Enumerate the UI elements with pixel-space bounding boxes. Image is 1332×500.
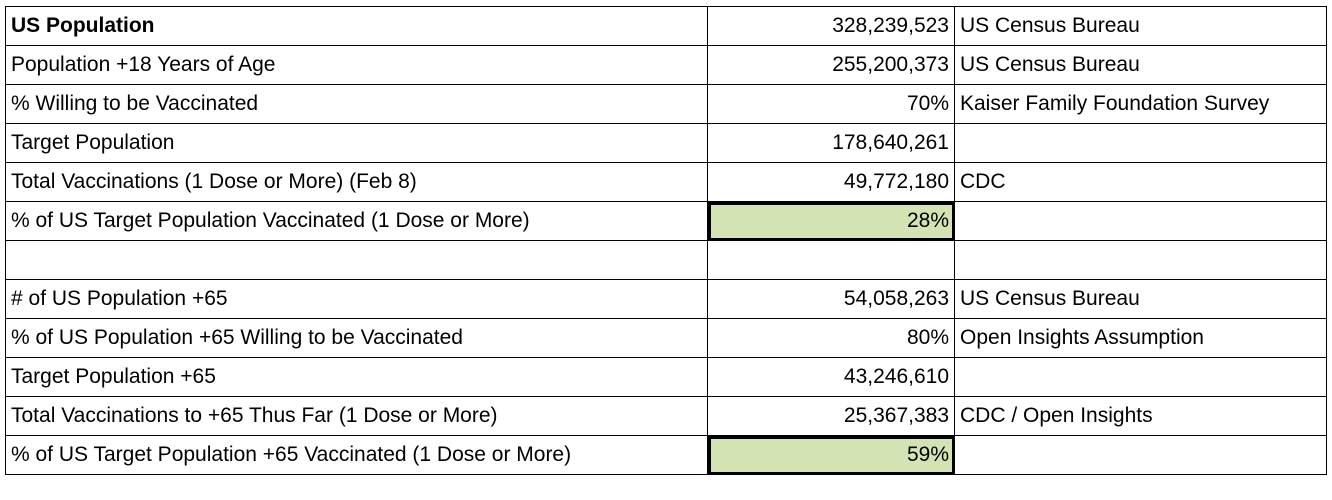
row-source[interactable] xyxy=(955,358,1327,397)
table-row xyxy=(6,163,1327,202)
row-source[interactable] xyxy=(955,124,1327,163)
table-row xyxy=(6,202,1327,241)
highlighted-value-cell[interactable]: 28% xyxy=(708,202,955,241)
row-label[interactable]: # of US Population +65 xyxy=(6,280,708,319)
row-value[interactable]: 54,058,263 xyxy=(708,280,955,319)
row-value[interactable]: 49,772,180 xyxy=(708,163,955,202)
row-value[interactable]: 328,239,523 xyxy=(708,7,955,46)
table-row xyxy=(6,358,1327,397)
row-value[interactable]: 70% xyxy=(708,85,955,124)
row-label[interactable]: % Willing to be Vaccinated xyxy=(6,85,708,124)
row-label[interactable]: % of US Population +65 Willing to be Vaccinated xyxy=(6,319,708,358)
row-source[interactable]: CDC xyxy=(955,163,1327,202)
table-row xyxy=(6,319,1327,358)
table-row xyxy=(6,436,1327,475)
row-label[interactable]: Target Population xyxy=(6,124,708,163)
row-source[interactable]: Open Insights Assumption xyxy=(955,319,1327,358)
row-label[interactable]: Target Population +65 xyxy=(6,358,708,397)
table-row xyxy=(6,7,1327,46)
row-label[interactable]: % of US Target Population Vaccinated (1 Dose or More) xyxy=(6,202,708,241)
row-label[interactable]: Total Vaccinations (1 Dose or More) (Feb 8) xyxy=(6,163,708,202)
spreadsheet-table xyxy=(5,6,1327,475)
row-source[interactable]: US Census Bureau xyxy=(955,46,1327,85)
row-label[interactable]: Total Vaccinations to +65 Thus Far (1 Dose or More) xyxy=(6,397,708,436)
row-source[interactable]: US Census Bureau xyxy=(955,7,1327,46)
table-row xyxy=(6,46,1327,85)
row-label[interactable]: % of US Target Population +65 Vaccinated (1 Dose or More) xyxy=(6,436,708,475)
row-label[interactable]: Population +18 Years of Age xyxy=(6,46,708,85)
row-source[interactable] xyxy=(955,436,1327,475)
row-value[interactable]: 255,200,373 xyxy=(708,46,955,85)
row-value[interactable]: 80% xyxy=(708,319,955,358)
row-value[interactable]: 178,640,261 xyxy=(708,124,955,163)
row-source[interactable]: US Census Bureau xyxy=(955,280,1327,319)
highlighted-value-cell[interactable]: 59% xyxy=(708,436,955,475)
row-label-us-population[interactable]: US Population xyxy=(6,7,708,46)
row-source[interactable]: CDC / Open Insights xyxy=(955,397,1327,436)
row-source[interactable] xyxy=(955,202,1327,241)
row-value[interactable] xyxy=(708,241,955,280)
row-label[interactable] xyxy=(6,241,708,280)
row-value[interactable]: 25,367,383 xyxy=(708,397,955,436)
table-row xyxy=(6,397,1327,436)
table-row xyxy=(6,241,1327,280)
row-source[interactable]: Kaiser Family Foundation Survey xyxy=(955,85,1327,124)
table-row xyxy=(6,124,1327,163)
row-source[interactable] xyxy=(955,241,1327,280)
row-value[interactable]: 43,246,610 xyxy=(708,358,955,397)
table-row xyxy=(6,85,1327,124)
table-row xyxy=(6,280,1327,319)
